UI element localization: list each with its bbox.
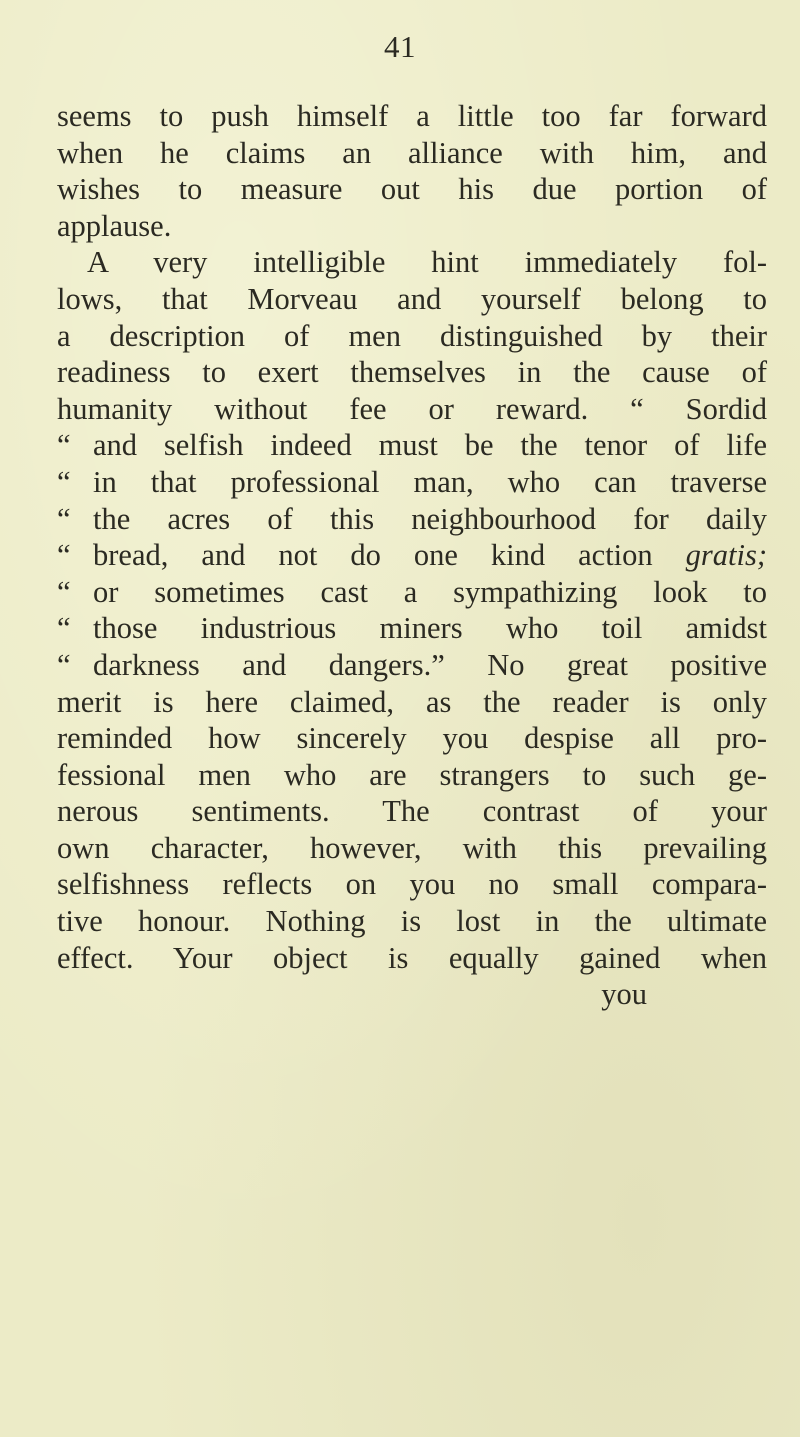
quote-mark: “ — [57, 611, 71, 646]
quoted-line — [57, 647, 767, 684]
quote-mark: “ — [57, 501, 71, 536]
text-line: and selfish indeed must be the tenor of life — [93, 428, 767, 463]
text-line: merit is here claimed, as the reader is only — [57, 684, 767, 719]
text-line: or sometimes cast a sympathizing look to — [93, 574, 767, 609]
quoted-line — [57, 537, 767, 574]
text-line: effect. Your object is equally gained when — [57, 940, 767, 975]
quoted-line — [57, 610, 767, 647]
italic-word: gratis; — [685, 538, 767, 573]
text-line: applause. — [57, 208, 172, 243]
quoted-line — [57, 427, 767, 464]
text-line: seems to push himself a little too far forward — [57, 99, 767, 133]
text-line: in that professional man, who can traverse — [93, 464, 767, 499]
quote-mark: “ — [57, 538, 71, 573]
quote-mark: “ — [57, 574, 71, 609]
quoted-line — [57, 464, 767, 501]
text-line: own character, however, with this prevailing — [57, 830, 767, 865]
text-line: those industrious miners who toil amidst — [93, 611, 767, 646]
text-line: the acres of this neighbourhood for daily — [93, 501, 767, 536]
text-line: reminded how sincerely you despise all pro- — [57, 721, 767, 756]
page-number: 41 — [384, 29, 416, 64]
text-line: A very intelligible hint immediately fol- — [87, 245, 767, 280]
quoted-line — [57, 501, 767, 538]
text-line: lows, that Morveau and yourself belong to — [57, 281, 767, 316]
text-line: readiness to exert themselves in the cause of — [57, 355, 767, 390]
text-line: wishes to measure out his due portion of — [57, 172, 767, 207]
text-line: darkness and dangers.” No great positive — [93, 647, 767, 682]
text-line: a description of men distinguished by their — [57, 318, 767, 353]
quoted-line — [57, 574, 767, 611]
text-line: tive honour. Nothing is lost in the ultimate — [57, 904, 767, 939]
text-line: when he claims an alliance with him, and — [57, 135, 767, 170]
text-line: humanity without fee or reward. “ Sordid — [57, 391, 767, 426]
text-line: fessional men who are strangers to such ge- — [57, 757, 767, 792]
quote-mark: “ — [57, 464, 71, 499]
quote-mark: “ — [57, 647, 71, 682]
catchword: you — [601, 977, 647, 1012]
text-line: selfishness reflects on you no small compara- — [57, 867, 767, 902]
text-line: nerous sentiments. The contrast of your — [57, 794, 767, 829]
quote-mark: “ — [57, 428, 71, 463]
body-text — [57, 98, 767, 1013]
text-line: bread, and not do one kind action — [93, 538, 653, 573]
